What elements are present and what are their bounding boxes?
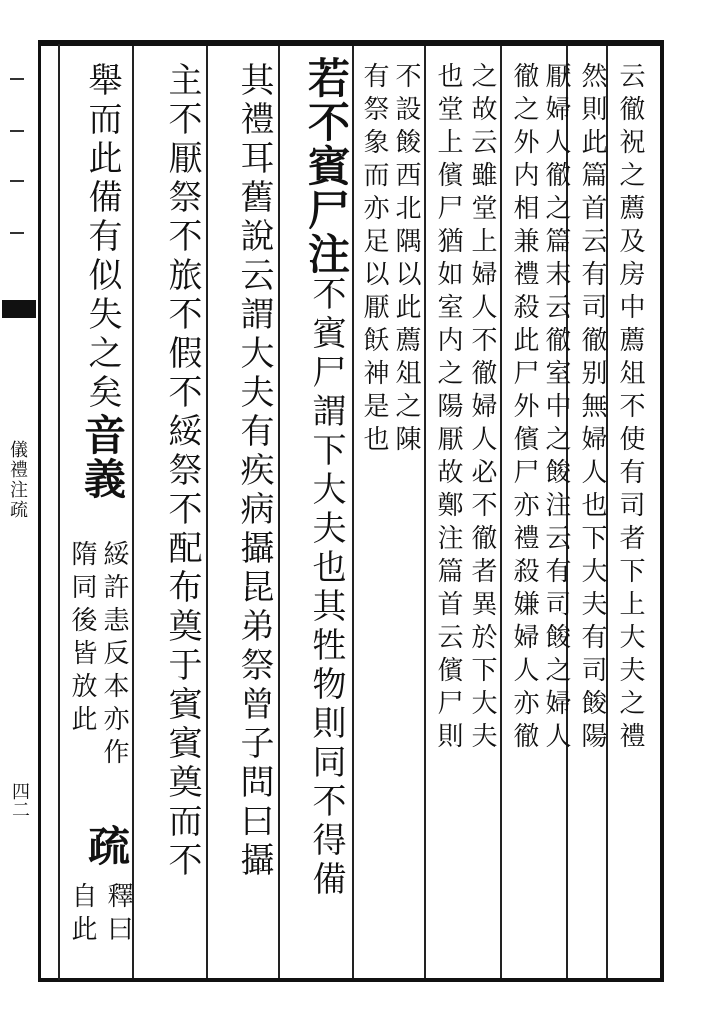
frame-bottom-border [38, 978, 664, 982]
main-text: 主不厭祭不旅不假不綏祭不配布奠于賓賓奠而不 [162, 62, 202, 881]
commentary-text: 釋曰 [103, 882, 133, 948]
margin-mark [10, 78, 24, 80]
frame-left-border [38, 40, 41, 982]
commentary-text: 也堂上儐尸猶如室内之陽厭故鄭注篇首云儐尸則 [433, 62, 463, 755]
commentary-text: 然則此篇首云有司徹别無婦人也下大夫有司餕陽 [577, 62, 607, 755]
commentary-text: 云徹祝之薦及房中薦俎不使有司者下上大夫之禮 [615, 62, 645, 755]
text-column-4 [511, 62, 537, 755]
text-column-2 [579, 62, 605, 755]
text-column-10 [234, 62, 274, 881]
column-rule [500, 46, 502, 978]
text-column-15 [105, 882, 131, 948]
shu-marker [82, 824, 131, 868]
text-column-9 [302, 56, 351, 900]
text-column-14 [69, 540, 95, 738]
margin-book-title: 儀禮注疏 [7, 440, 28, 520]
commentary-text: 隋同後皆放此 [67, 540, 97, 738]
yinyi-marker: 音義 [78, 413, 127, 501]
text-column-1 [617, 62, 643, 755]
commentary-text: 綏許恚反本亦作 [99, 540, 129, 771]
annotation-marker: 注 [302, 232, 351, 276]
commentary-text: 徹之外内相兼禮殺此尸外儐尸亦禮殺嫌婦人亦徹 [509, 62, 539, 755]
heading-text: 若不賓尸 [302, 56, 351, 232]
commentary-text: 厭婦人徹之篇末云徹室中之餕注云有司餕之婦人 [541, 62, 571, 755]
margin-fish-tail-block [2, 300, 36, 318]
text-column-11 [162, 62, 202, 881]
frame-right-border [660, 40, 664, 982]
text-column-12 [78, 62, 127, 501]
column-rule [352, 46, 354, 978]
inner-left-rule [58, 44, 60, 980]
margin-page-number: 四二 [9, 782, 30, 818]
column-rule [132, 46, 134, 978]
shu-text: 疏 [82, 824, 131, 868]
column-rule [206, 46, 208, 978]
commentary-text: 自此 [67, 882, 97, 948]
commentary-text: 之故云雖堂上婦人不徹婦人必不徹者異於下大夫 [467, 62, 497, 755]
column-rule [424, 46, 426, 978]
margin-mark [10, 180, 24, 182]
margin-mark [10, 130, 24, 132]
main-text: 其禮耳舊說云謂大夫有疾病攝昆弟祭曾子問曰攝 [234, 62, 274, 881]
text-column-3 [543, 62, 569, 755]
text-column-7 [393, 62, 419, 458]
text-column-5 [469, 62, 495, 755]
text-column-8 [361, 62, 387, 458]
margin-mark [10, 232, 24, 234]
main-text: 不賓尸謂下大夫也其牲物則同不得備 [306, 276, 346, 900]
text-column-6 [435, 62, 461, 755]
text-column-16 [69, 882, 95, 948]
text-column-13 [101, 540, 127, 771]
main-text: 舉而此備有似失之矣 [82, 62, 122, 413]
column-rule [278, 46, 280, 978]
commentary-text: 不設餕西北隅以此薦俎之陳 [391, 62, 421, 458]
commentary-text: 有祭象而亦足以厭飫神是也 [359, 62, 389, 458]
